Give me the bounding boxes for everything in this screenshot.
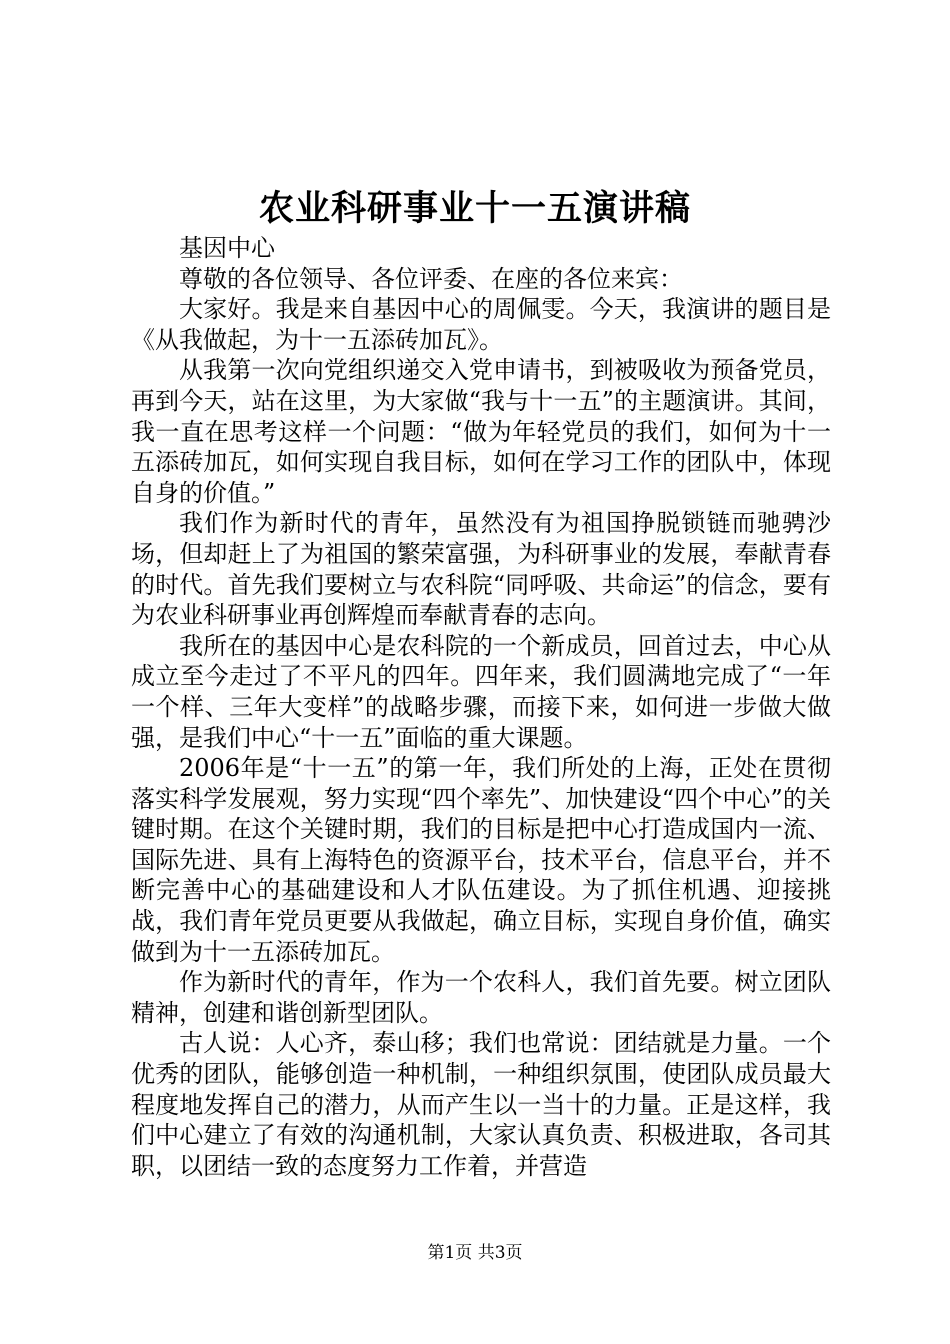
document-body: [131, 233, 831, 1181]
document-title: 农业科研事业十一五演讲稿: [258, 188, 691, 229]
paragraph: 尊敬的各位领导、各位评委、在座的各位来宾：: [179, 264, 683, 293]
paragraph: 作为新时代的青年，作为一个农科人，我们首先要。树立团队精神，创建和谐创新型团队。: [131, 968, 831, 1027]
paragraph: 2006年是“十一五”的第一年，我们所处的上海，正处在贯彻落实科学发展观，努力实现“四个率先”、加快建设“四个中心”的关键时期。在这个关键时期，我们的目标是把中心打造成国内一流、国际先进、具有上海特色的资源平台，技术平台，信息平台，并不断完善中心的基础建设和人才队伍建设。为了抓住机遇、迎接挑战，我们青年党员更要从我做起，确立目标，实现自身价值，确实做到为十一五添砖加瓦。: [131, 754, 831, 966]
paragraph: 古人说：人心齐，泰山移；我们也常说：团结就是力量。一个优秀的团队，能够创造一种机制，一种组织氛围，使团队成员最大程度地发挥自己的潜力，从而产生以一当十的力量。正是这样，我们中心建立了有效的沟通机制，大家认真负责、积极进取，各司其职，以团结一致的态度努力工作着，并营造: [131, 1029, 831, 1180]
paragraph: 基因中心: [179, 234, 275, 262]
paragraph: 从我第一次向党组织递交入党申请书，到被吸收为预备党员，再到今天，站在这里，为大家做“我与十一五”的主题演讲。其间，我一直在思考这样一个问题：“做为年轻党员的我们，如何为十一五添砖加瓦，如何实现自我目标，如何在学习工作的团队中，体现自身的价值。”: [131, 356, 831, 507]
paragraph: 大家好。我是来自基因中心的周佩雯。今天，我演讲的题目是《从我做起，为十一五添砖加瓦》。: [131, 295, 831, 354]
page-footer: 第1页 共3页: [427, 1243, 523, 1263]
paragraph: 我们作为新时代的青年，虽然没有为祖国挣脱锁链而驰骋沙场，但却赶上了为祖国的繁荣富强，为科研事业的发展，奉献青春的时代。首先我们要树立与农科院“同呼吸、共命运”的信念，要有为农业科研事业再创辉煌而奉献青春的志向。: [131, 509, 831, 630]
paragraph: 我所在的基因中心是农科院的一个新成员，回首过去，中心从成立至今走过了不平凡的四年。四年来，我们圆满地完成了“一年一个样、三年大变样”的战略步骤，而接下来，如何进一步做大做强，是我们中心“十一五”面临的重大课题。: [131, 631, 831, 752]
